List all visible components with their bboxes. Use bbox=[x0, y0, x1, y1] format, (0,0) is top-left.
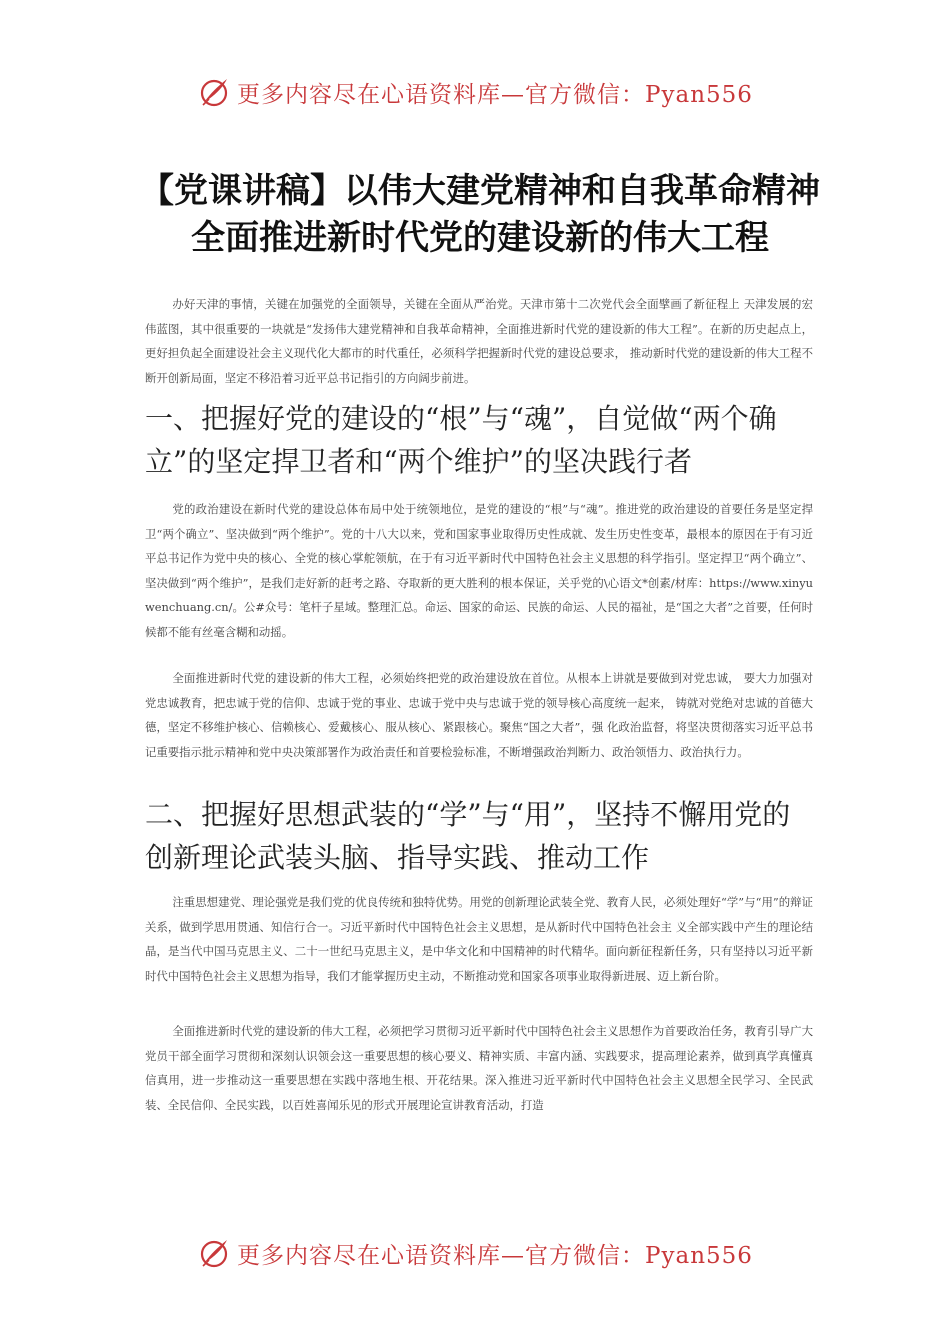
banner-text: 更多内容尽在心语资料库—官方微信：Pyan556 bbox=[237, 81, 753, 108]
section-1-heading: 一、把握好党的建设的“根”与“魂”，自觉做“两个确立”的坚定捍卫者和“两个维护”的坚决践行者 bbox=[145, 402, 777, 478]
feather-ring-logo-icon bbox=[197, 75, 231, 109]
intro-paragraph: 办好天津的事情，关键在加强党的全面领导，关键在全面从严治党。天津市第十二次党代会全面擘画了新征程上 天津发展的宏伟蓝图，其中很重要的一块就是“发扬伟大建党精神和自我革命精神，全面推进新时代党的建设新的伟大工程”。在新的历史起点上，更好担负起全面建设社会主义现代化大都市的时代重任，必须科学把握新时代党的建设总要求， 推动新时代党的建设新的伟大工程不断开创新局面，坚定不移沿着习近平总书记指引的方向阔步前进。 bbox=[145, 297, 813, 385]
section-2-paragraph-1: 注重思想建党、理论强党是我们党的优良传统和独特优势。用党的创新理论武装全党、教育人民，必须处理好“学”与“用”的辩证关系，做到学思用贯通、知信行合一。习近平新时代中国特色社会主义思想，是从新时代中国特色社会主 义全部实践中产生的理论结晶，是当代中国马克思主义、二十一世纪马克思主义，是中华文化和中国精神的时代精华。面向新征程新任务，只有坚持以习近平新时代中国特色社会主义思想为指导，我们才能掌握历史主动，不断推动党和国家各项事业取得新进展、迈上新台阶。 bbox=[145, 895, 813, 983]
section-2-paragraph-2: 全面推进新时代党的建设新的伟大工程，必须把学习贯彻习近平新时代中国特色社会主义思想作为首要政治任务，教育引导广大党员干部全面学习贯彻和深刻认识领会这一重要思想的核心要义、精神实质、丰富内涵、实践要求，提高理论素养，做到真学真懂真信真用，进一步推动这一重要思想在实践中落地生根、开花结果。深入推进习近平新时代中国特色社会主义思想全民学习、全民武装、全民信仰、全民实践，以百姓喜闻乐见的形式开展理论宣讲教育活动，打造 bbox=[145, 1024, 813, 1112]
document-title: 【党课讲稿】以伟大建党精神和自我革命精神全面推进新时代党的建设新的伟大工程 bbox=[140, 171, 820, 258]
section-1-paragraph-2: 全面推进新时代党的建设新的伟大工程，必须始终把党的政治建设放在首位。从根本上讲就是要做到对党忠诚， 要大力加强对党忠诚教育，把忠诚于党的信仰、忠诚于党的事业、忠诚于党中央与忠诚于党的领导核心高度统一起来， 铸就对党绝对忠诚的首德大德，坚定不移维护核心、信赖核心、爱戴核心、服从核心、紧跟核心。聚焦“国之大者”，强 化政治监督，将坚决贯彻落实习近平总书记重要指示批示精神和党中央决策部署作为政治责任和首要检验标准，不断增强政治判断力、政治领悟力、政治执行力。 bbox=[145, 671, 813, 759]
footer-banner bbox=[0, 1231, 950, 1275]
header-banner bbox=[0, 70, 950, 114]
section-2-heading: 二、把握好思想武装的“学”与“用”，坚持不懈用党的创新理论武装头脑、指导实践、推动工作 bbox=[145, 798, 791, 874]
banner-text: 更多内容尽在心语资料库—官方微信：Pyan556 bbox=[237, 1242, 753, 1269]
feather-ring-logo-icon bbox=[197, 1236, 231, 1270]
section-1-paragraph-1: 党的政治建设在新时代党的建设总体布局中处于统领地位，是党的建设的“根”与“魂”。推进党的政治建设的首要任务是坚定捍卫“两个确立”、坚决做到“两个维护”。党的十八大以来，党和国家事业取得历史性成就、发生历史性变革，最根本的原因在于有习近平总书记作为党中央的核心、全党的核心掌舵领航，在于有习近平新时代中国特色社会主义思想的科学指引。坚定捍卫“两个确立”、坚决做到“两个维护”，是我们走好新的赶考之路、夺取新的更大胜利的根本保证，关乎党的\心语文*创素/材库：https://www.xinyuwenchuang.cn/。公#众号：笔杆子星域。整理汇总。命运、国家的命运、民族的命运、人民的福祉，是“国之大者”之首要，任何时候都不能有丝毫含糊和动摇。 bbox=[145, 502, 813, 639]
